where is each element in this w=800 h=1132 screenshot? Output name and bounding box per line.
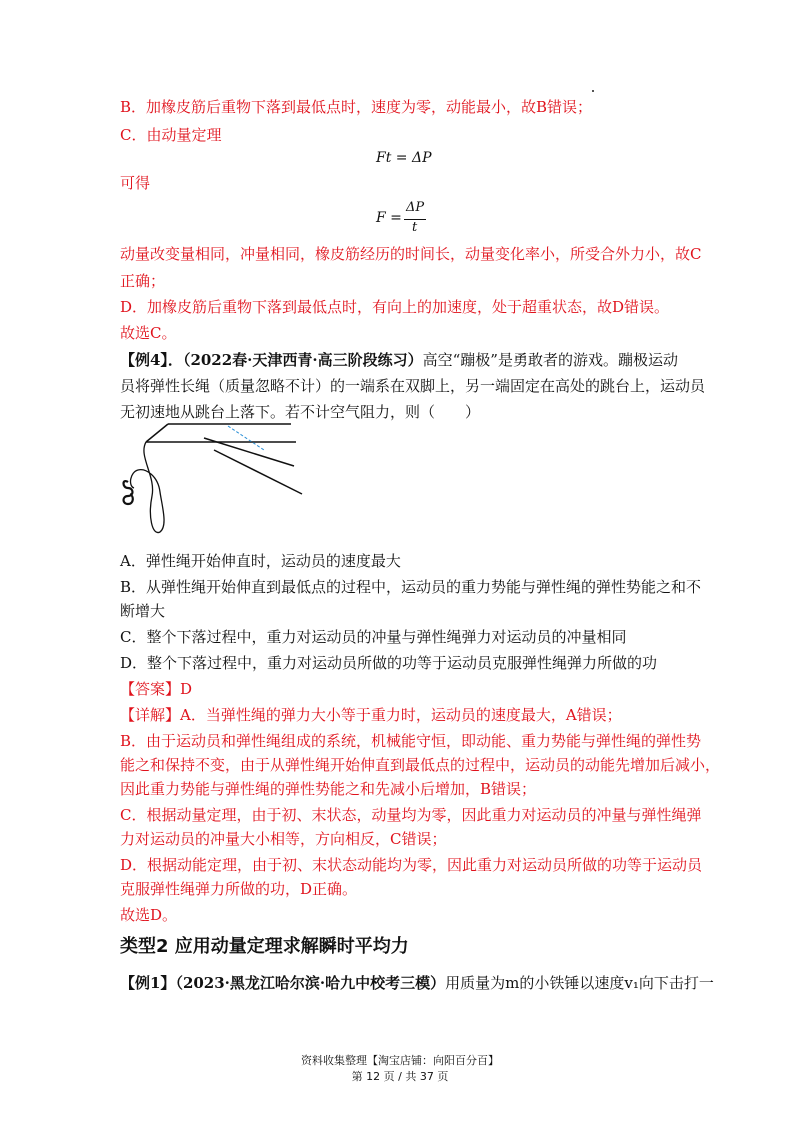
- answer: 【答案】D: [120, 680, 193, 698]
- option-a: A．弹性绳开始伸直时，运动员的速度最大: [120, 552, 401, 570]
- solution-choice: 故选C。: [120, 324, 177, 342]
- explain-a: 【详解】A．当弹性绳的弹力大小等于重力时，运动员的速度最大，A错误；: [120, 706, 622, 724]
- footer-page-number: 第 12 页 / 共 37 页: [351, 1070, 449, 1083]
- speck: [592, 90, 594, 92]
- formula-force-denominator: t: [412, 220, 418, 235]
- example-4-tag: 【例4】．: [120, 351, 183, 369]
- explain-b3: 因此重力势能与弹性绳的弹性势能之和先减小后增加，B错误；: [120, 780, 537, 798]
- example-1-text: 用质量为m的小铁锤以速度v₁向下击打一: [445, 974, 714, 992]
- example-4-line1: [120, 349, 690, 371]
- example-1-tag: 【例1】: [120, 974, 176, 992]
- explain-c2: 力对运动员的冲量大小相等，方向相反，C错误；: [120, 830, 447, 848]
- solution-c: C．由动量定理: [120, 126, 222, 144]
- support-line-2: [214, 450, 302, 494]
- example-1-source: （2023·黑龙江哈尔滨·哈九中校考三模）: [175, 974, 446, 992]
- explain-d1: D．根据动能定理，由于初、末状态动能均为零，因此重力对运动员所做的功等于运动员: [120, 856, 703, 874]
- solution-d: D．加橡皮筋后重物下落到最低点时，有向上的加速度，处于超重状态，故D错误。: [120, 298, 670, 316]
- option-b: B．从弹性绳开始伸直到最低点的过程中，运动员的重力势能与弹性绳的弹性势能之和不: [120, 578, 702, 596]
- explain-b1: B．由于运动员和弹性绳组成的系统，机械能守恒，即动能、重力势能与弹性绳的弹性势: [120, 732, 702, 750]
- explain-b2: 能之和保持不变，由于从弹性绳开始伸直到最低点的过程中，运动员的动能先增加后减小，: [120, 756, 721, 774]
- explain-d2: 克服弹性绳弹力所做的功，D正确。: [120, 880, 358, 898]
- formula-impulse: Ft = ΔP: [376, 150, 432, 166]
- solution-b: B．加橡皮筋后重物下落到最低点时，速度为零，动能最小，故B错误；: [120, 98, 593, 116]
- footer-store: 资料收集整理【淘宝店铺：向阳百分百】: [301, 1054, 499, 1067]
- option-b-cont: 断增大: [120, 602, 166, 620]
- solution-deduce: 可得: [120, 174, 151, 192]
- example-4-line2: 员将弹性长绳（质量忽略不计）的一端系在双脚上，另一端固定在高处的跳台上，运动员: [120, 377, 706, 395]
- option-d: D．整个下落过程中，重力对运动员所做的功等于运动员克服弹性绳弹力所做的功: [120, 654, 658, 672]
- example-4-line3: 无初速地从跳台上落下。若不计空气阻力，则（ ）: [120, 403, 481, 421]
- formula-force-numerator: ΔP: [406, 200, 425, 215]
- example-4-source: （2022春·天津西青·高三阶段练习）: [182, 351, 423, 369]
- explain-c1: C．根据动量定理，由于初、末状态，动量均为零，因此重力对运动员的冲量与弹性绳弹: [120, 806, 702, 824]
- section-heading: 类型2 应用动量定理求解瞬时平均力: [120, 936, 409, 957]
- solution-c-reason: 动量改变量相同，冲量相同，橡皮筋经历的时间长，动量变化率小，所受合外力小，故C: [120, 245, 702, 263]
- option-c: C．整个下落过程中，重力对运动员的冲量与弹性绳弹力对运动员的冲量相同: [120, 628, 627, 646]
- formula-force-lhs: F =: [376, 210, 402, 226]
- bungee-figure: [116, 416, 306, 546]
- example-4-text1: 高空“蹦极”是勇敢者的游戏。蹦极运动: [422, 351, 678, 369]
- formula-force: [376, 200, 446, 240]
- solution-c-correct: 正确；: [120, 272, 166, 290]
- rope-curve: [131, 442, 165, 533]
- explain-choice: 故选D。: [120, 906, 178, 924]
- platform-corner: [146, 424, 168, 442]
- example-1-line: [120, 972, 714, 994]
